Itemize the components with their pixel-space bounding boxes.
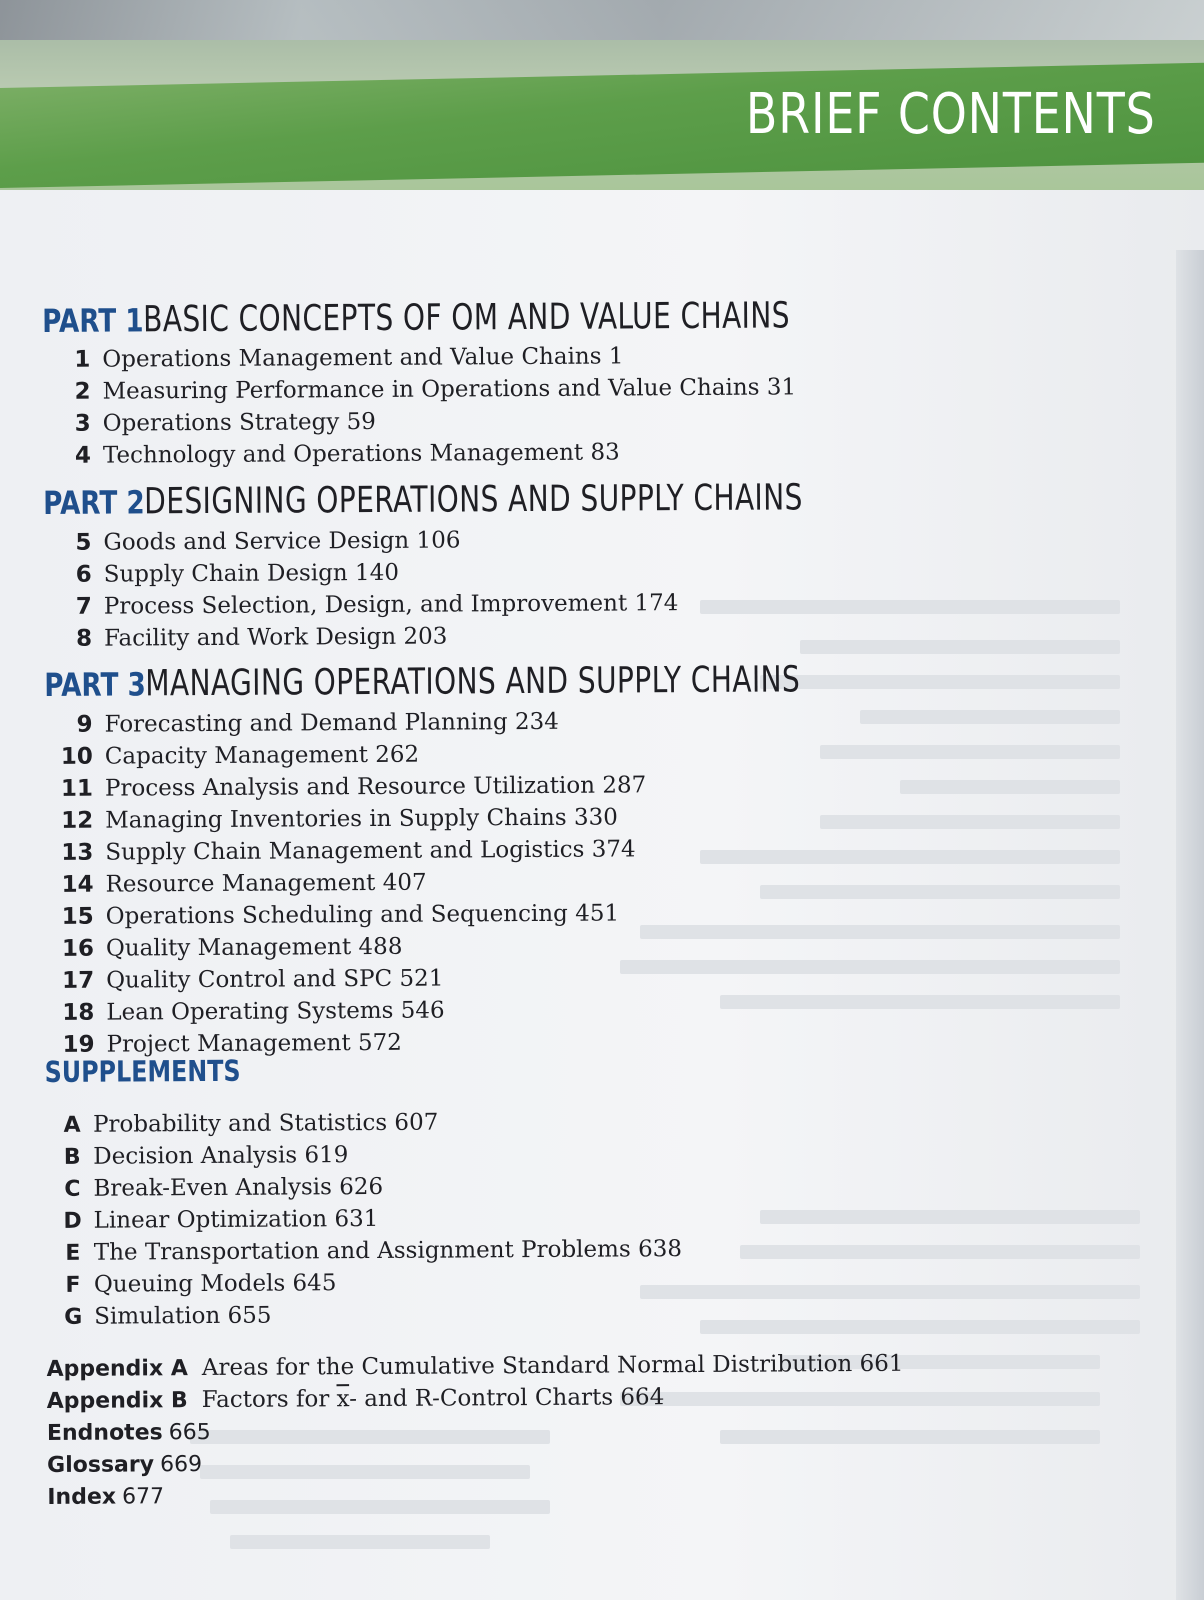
index-page: 677 bbox=[121, 1484, 165, 1510]
chapter-title: Goods and Service Design 106 bbox=[103, 527, 461, 556]
part-title: MANAGING OPERATIONS AND SUPPLY CHAINS bbox=[145, 659, 801, 705]
supplement-entry bbox=[62, 1303, 271, 1330]
glossary-entry bbox=[47, 1451, 202, 1478]
chapter-entry bbox=[55, 409, 376, 437]
chapter-entry bbox=[57, 836, 635, 866]
chapter-title: Facility and Work Design 203 bbox=[103, 623, 448, 652]
chapter-entry bbox=[58, 966, 443, 994]
chapter-entry bbox=[57, 870, 426, 898]
endnotes-entry bbox=[47, 1419, 211, 1446]
supplement-title: Simulation 655 bbox=[94, 1302, 272, 1330]
chapter-entry bbox=[57, 709, 559, 738]
chapter-title: Project Management 572 bbox=[106, 1029, 402, 1058]
chapter-entry bbox=[57, 742, 419, 770]
chapter-number: 2 bbox=[74, 378, 91, 405]
index-label: Index bbox=[47, 1484, 117, 1510]
part-2-heading bbox=[43, 476, 988, 523]
chapter-number: 3 bbox=[74, 410, 91, 437]
part-3-heading bbox=[44, 658, 985, 705]
supplement-letter: B bbox=[63, 1144, 81, 1170]
chapter-number: 16 bbox=[61, 935, 95, 962]
chapter-number: 5 bbox=[75, 529, 92, 556]
chapter-title: Managing Inventories in Supply Chains 330 bbox=[105, 804, 618, 834]
chapter-title: Quality Management 488 bbox=[105, 933, 403, 962]
endnotes-label: Endnotes bbox=[46, 1420, 163, 1446]
chapter-number: 13 bbox=[61, 839, 94, 866]
supplement-entry bbox=[62, 1206, 379, 1234]
supplement-title: Probability and Statistics 607 bbox=[92, 1109, 439, 1138]
chapter-entry bbox=[55, 527, 460, 555]
x-bar-symbol: $\overline{x}$ bbox=[336, 1386, 350, 1413]
supplement-letter: C bbox=[64, 1176, 81, 1202]
glossary-label: Glossary bbox=[47, 1452, 155, 1478]
chapter-entry bbox=[58, 900, 619, 929]
chapter-title: Quality Control and SPC 521 bbox=[106, 965, 444, 994]
chapter-title: Process Selection, Design, and Improvement 174 bbox=[103, 590, 679, 620]
chapter-title: Supply Chain Design 140 bbox=[103, 559, 400, 588]
chapter-number: 19 bbox=[62, 1031, 95, 1058]
endnotes-page: 665 bbox=[168, 1419, 211, 1446]
appendix-label: Appendix B bbox=[46, 1388, 188, 1414]
appendix-title-pre: Factors for bbox=[201, 1386, 337, 1414]
supplements-heading: SUPPLEMENTS bbox=[44, 1053, 241, 1089]
chapter-number: 15 bbox=[61, 903, 94, 930]
chapter-title: Forecasting and Demand Planning 234 bbox=[104, 708, 559, 738]
appendix-b-entry bbox=[47, 1384, 665, 1414]
index-entry bbox=[47, 1483, 164, 1510]
chapter-entry bbox=[57, 804, 618, 833]
supplement-title: Queuing Models 645 bbox=[93, 1270, 337, 1298]
chapter-number: 1 bbox=[74, 346, 91, 373]
supplement-entry bbox=[61, 1110, 438, 1138]
supplement-entry bbox=[61, 1142, 348, 1170]
chapter-number: 18 bbox=[62, 999, 95, 1026]
chapter-title: Operations Strategy 59 bbox=[102, 408, 376, 437]
chapter-entry bbox=[54, 343, 623, 372]
supplement-entry bbox=[62, 1270, 337, 1298]
supplement-letter: G bbox=[64, 1304, 83, 1330]
chapter-number: 12 bbox=[61, 807, 94, 834]
chapter-number: 8 bbox=[75, 625, 93, 652]
chapter-entry bbox=[57, 772, 646, 802]
chapter-title: Lean Operating Systems 546 bbox=[106, 997, 445, 1026]
chapter-title: Operations Scheduling and Sequencing 451 bbox=[105, 900, 620, 930]
appendix-label: Appendix A bbox=[46, 1356, 188, 1382]
chapter-entry bbox=[58, 934, 403, 962]
chapter-number: 10 bbox=[60, 743, 93, 770]
supplement-entry bbox=[61, 1174, 383, 1202]
supplement-letter: A bbox=[63, 1112, 81, 1138]
supplement-entry bbox=[62, 1236, 682, 1266]
supplement-title: Decision Analysis 619 bbox=[93, 1142, 349, 1170]
chapter-title: Process Analysis and Resource Utilization 287 bbox=[104, 772, 647, 802]
chapter-entry bbox=[54, 374, 796, 405]
appendix-a-entry bbox=[46, 1351, 903, 1382]
supplement-letter: E bbox=[65, 1240, 81, 1266]
chapter-title: Operations Management and Value Chains 1 bbox=[102, 343, 624, 373]
chapter-number: 6 bbox=[75, 561, 92, 588]
chapter-number: 9 bbox=[76, 711, 93, 738]
chapter-number: 4 bbox=[74, 442, 92, 469]
chapter-title: Measuring Performance in Operations and Value Chains 31 bbox=[102, 374, 797, 405]
part-label: PART 2 bbox=[43, 483, 145, 522]
part-title: BASIC CONCEPTS OF OM AND VALUE CHAINS bbox=[142, 295, 790, 341]
supplement-letter: F bbox=[65, 1272, 81, 1298]
part-label: PART 3 bbox=[44, 665, 146, 704]
chapter-number: 11 bbox=[60, 775, 94, 802]
supplement-title: Linear Optimization 631 bbox=[93, 1205, 379, 1234]
supplement-title: Break-Even Analysis 626 bbox=[93, 1173, 384, 1202]
part-label: PART 1 bbox=[42, 301, 144, 340]
appendix-title: Areas for the Cumulative Standard Normal Distribution 661 bbox=[201, 1350, 904, 1382]
chapter-entry bbox=[58, 998, 444, 1026]
supplement-letter: D bbox=[63, 1208, 82, 1234]
supplement-title: The Transportation and Assignment Problems 638 bbox=[93, 1236, 683, 1266]
page-title: BRIEF CONTENTS bbox=[746, 82, 1156, 147]
chapter-title: Resource Management 407 bbox=[105, 869, 427, 898]
chapter-entry bbox=[56, 624, 447, 652]
chapter-number: 14 bbox=[61, 871, 94, 898]
part-1-heading bbox=[42, 294, 972, 341]
chapter-entry bbox=[56, 590, 679, 620]
chapter-number: 17 bbox=[62, 967, 95, 994]
chapter-title: Supply Chain Management and Logistics 374 bbox=[105, 836, 636, 866]
chapter-entry bbox=[56, 560, 399, 588]
part-title: DESIGNING OPERATIONS AND SUPPLY CHAINS bbox=[143, 477, 803, 523]
chapter-number: 7 bbox=[75, 593, 92, 620]
glossary-page: 669 bbox=[159, 1452, 203, 1478]
chapter-entry bbox=[55, 439, 620, 468]
chapter-title: Technology and Operations Management 83 bbox=[102, 439, 620, 469]
chapter-title: Capacity Management 262 bbox=[104, 741, 420, 770]
appendix-title-post: - and R-Control Charts 664 bbox=[349, 1384, 665, 1413]
